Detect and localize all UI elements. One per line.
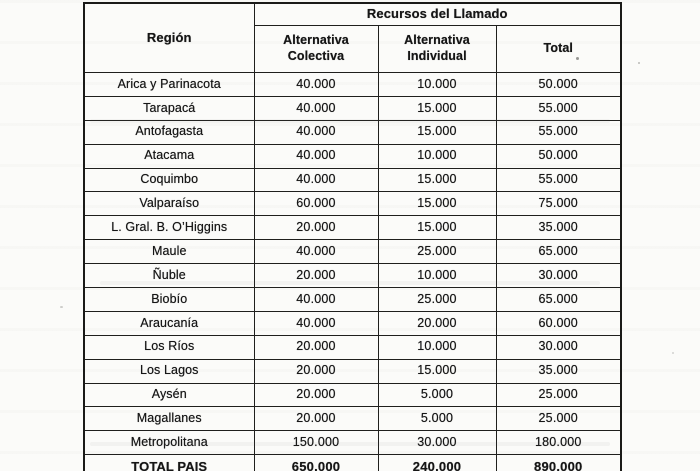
region-cell: Los Lagos (84, 359, 254, 383)
scan-speckle (638, 62, 640, 64)
total-cell: 35.000 (496, 216, 621, 240)
colectiva-cell: 60.000 (254, 192, 378, 216)
table-row (84, 192, 621, 216)
region-cell: Coquimbo (84, 168, 254, 192)
total-colectiva-cell: 650.000 (254, 455, 378, 471)
total-cell: 65.000 (496, 288, 621, 312)
region-cell: Atacama (84, 144, 254, 168)
colectiva-cell: 40.000 (254, 73, 378, 97)
colectiva-cell: 40.000 (254, 240, 378, 264)
colectiva-cell: 20.000 (254, 407, 378, 431)
table-row (84, 120, 621, 144)
region-cell: Metropolitana (84, 431, 254, 455)
total-cell: 25.000 (496, 383, 621, 407)
table-row (84, 288, 621, 312)
region-cell: Biobío (84, 288, 254, 312)
individual-cell: 20.000 (378, 311, 496, 335)
column-header-alternativa-colectiva: Alternativa Colectiva (254, 26, 378, 73)
total-cell: 50.000 (496, 73, 621, 97)
colectiva-cell: 20.000 (254, 383, 378, 407)
table-row (84, 96, 621, 120)
region-cell: Tarapacá (84, 96, 254, 120)
colectiva-cell: 40.000 (254, 288, 378, 312)
colectiva-cell: 20.000 (254, 264, 378, 288)
colectiva-cell: 40.000 (254, 168, 378, 192)
table-row (84, 359, 621, 383)
table-row (84, 431, 621, 455)
colectiva-cell: 20.000 (254, 335, 378, 359)
colectiva-cell: 40.000 (254, 120, 378, 144)
individual-cell: 15.000 (378, 359, 496, 383)
scan-speckle (60, 306, 63, 308)
total-cell: 55.000 (496, 120, 621, 144)
total-cell: 30.000 (496, 264, 621, 288)
table-row (84, 335, 621, 359)
total-cell: 30.000 (496, 335, 621, 359)
total-row (84, 455, 621, 471)
individual-cell: 30.000 (378, 431, 496, 455)
individual-cell: 15.000 (378, 96, 496, 120)
total-cell: 55.000 (496, 168, 621, 192)
table-body (84, 73, 621, 455)
colectiva-cell: 40.000 (254, 311, 378, 335)
region-cell: Araucanía (84, 311, 254, 335)
total-cell: 60.000 (496, 311, 621, 335)
individual-cell: 10.000 (378, 144, 496, 168)
table-row (84, 144, 621, 168)
table-row (84, 168, 621, 192)
region-cell: Antofagasta (84, 120, 254, 144)
total-cell: 35.000 (496, 359, 621, 383)
total-cell: 50.000 (496, 144, 621, 168)
column-header-alternativa-individual: Alternativa Individual (378, 26, 496, 73)
resources-table (83, 2, 622, 471)
table-row (84, 240, 621, 264)
region-cell: Aysén (84, 383, 254, 407)
colectiva-cell: 20.000 (254, 216, 378, 240)
table-row (84, 73, 621, 97)
region-cell: Magallanes (84, 407, 254, 431)
total-individual-cell: 240.000 (378, 455, 496, 471)
total-cell: 25.000 (496, 407, 621, 431)
individual-cell: 15.000 (378, 168, 496, 192)
region-cell: L. Gral. B. O’Higgins (84, 216, 254, 240)
total-cell: 65.000 (496, 240, 621, 264)
table-row (84, 407, 621, 431)
individual-cell: 10.000 (378, 73, 496, 97)
individual-cell: 15.000 (378, 192, 496, 216)
group-header-recursos-del-llamado: Recursos del Llamado (254, 3, 621, 26)
region-cell: Valparaíso (84, 192, 254, 216)
total-row-label: TOTAL PAIS (84, 455, 254, 471)
colectiva-cell: 40.000 (254, 144, 378, 168)
region-cell: Ñuble (84, 264, 254, 288)
colectiva-cell: 150.000 (254, 431, 378, 455)
total-total-cell: 890.000 (496, 455, 621, 471)
table-row (84, 311, 621, 335)
column-header-total: Total (496, 26, 621, 73)
total-cell: 75.000 (496, 192, 621, 216)
total-cell: 55.000 (496, 96, 621, 120)
region-cell: Maule (84, 240, 254, 264)
individual-cell: 25.000 (378, 288, 496, 312)
column-header-region: Región (84, 3, 254, 73)
total-cell: 180.000 (496, 431, 621, 455)
individual-cell: 5.000 (378, 383, 496, 407)
individual-cell: 15.000 (378, 120, 496, 144)
region-cell: Los Ríos (84, 335, 254, 359)
table-row (84, 383, 621, 407)
colectiva-cell: 40.000 (254, 96, 378, 120)
scan-speckle (672, 352, 674, 354)
colectiva-cell: 20.000 (254, 359, 378, 383)
table-footer (84, 455, 621, 471)
table-row (84, 216, 621, 240)
region-cell: Arica y Parinacota (84, 73, 254, 97)
individual-cell: 25.000 (378, 240, 496, 264)
individual-cell: 15.000 (378, 216, 496, 240)
individual-cell: 10.000 (378, 335, 496, 359)
table-header (84, 3, 621, 73)
individual-cell: 5.000 (378, 407, 496, 431)
individual-cell: 10.000 (378, 264, 496, 288)
table-row (84, 264, 621, 288)
